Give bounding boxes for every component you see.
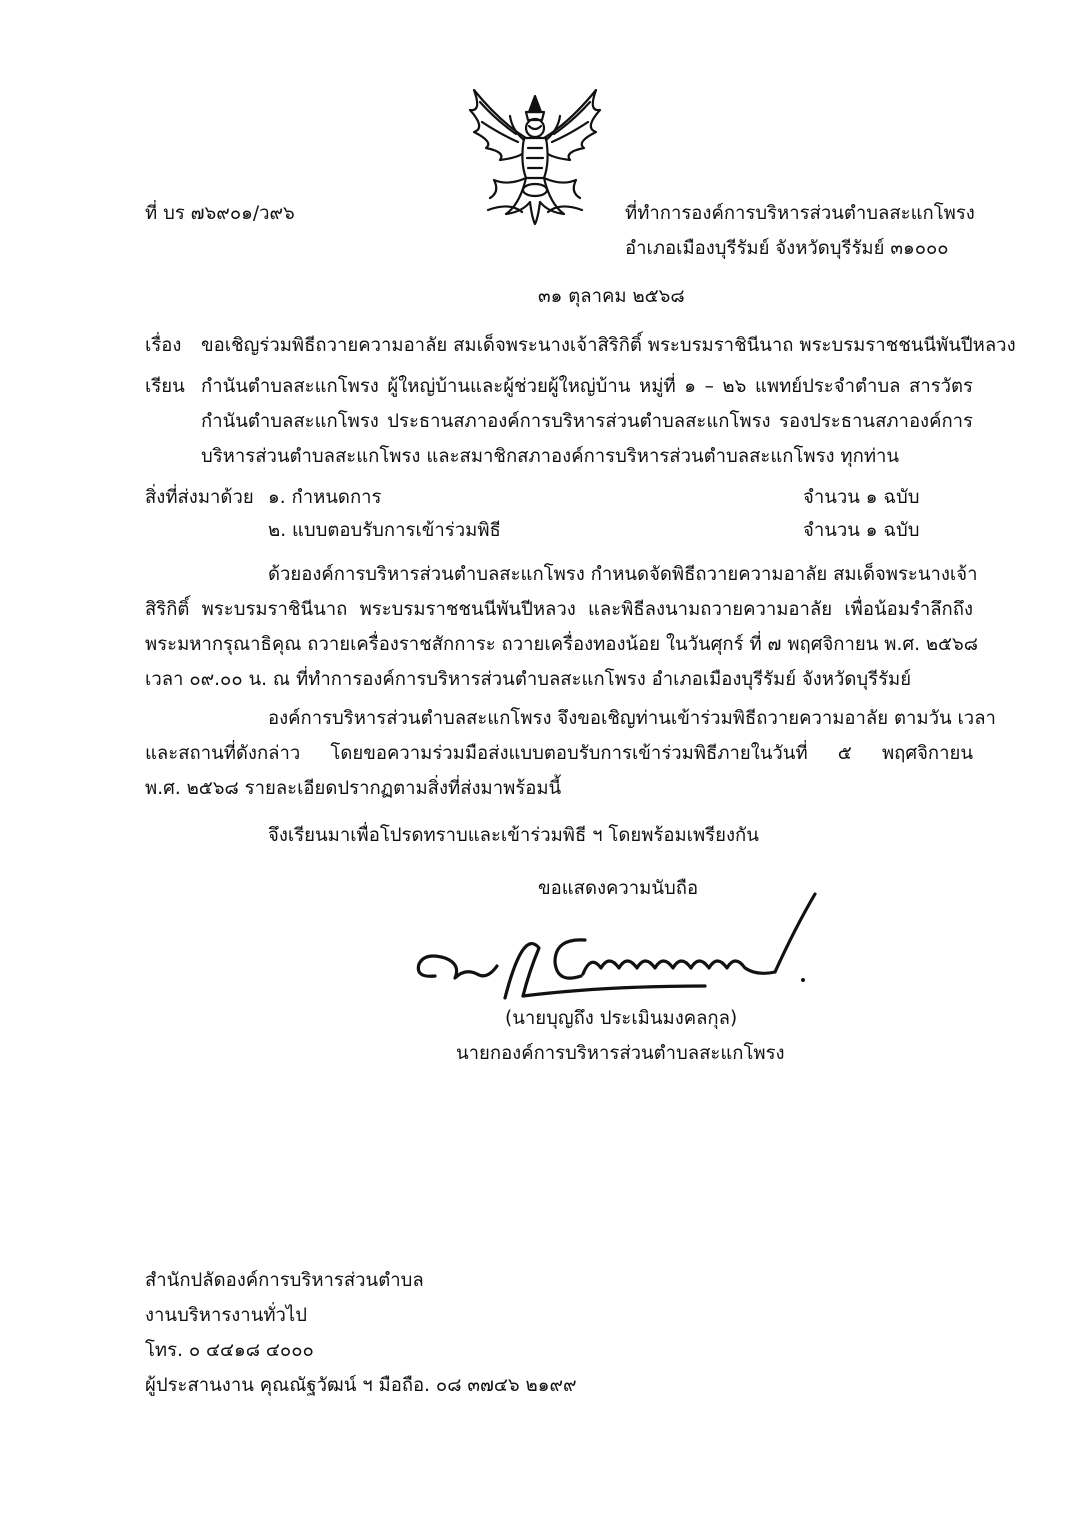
subject-label: เรื่อง: [145, 335, 182, 356]
recipient-line-1: กำนันตำบลสะแกโพรง ผู้ใหญ่บ้านและผู้ช่วยผู้ใหญ่บ้าน หมู่ที่ ๑ – ๒๖ แพทย์ประจำตำบล สารวัตร: [201, 376, 973, 397]
letter-date: ๓๑ ตุลาคม ๒๕๖๘: [538, 286, 685, 307]
body-paragraph-1-line-2: สิริกิติ์ พระบรมราชินีนาถ พระบรมราชชนนีพันปีหลวง และพิธีลงนามถวายความอาลัย เพื่อน้อมรำลึกถึง: [145, 599, 973, 620]
closing-request: จึงเรียนมาเพื่อโปรดทราบและเข้าร่วมพิธี ฯ โดยพร้อมเพรียงกัน: [268, 825, 759, 846]
enclosure-item-1-qty: จำนวน ๑ ฉบับ: [803, 487, 920, 508]
subject-text: ขอเชิญร่วมพิธีถวายความอาลัย สมเด็จพระนางเจ้าสิริกิติ์ พระบรมราชินีนาถ พระบรมราชชนนีพันปีหลวง: [201, 335, 1016, 356]
closing-salutation: ขอแสดงความนับถือ: [538, 878, 699, 899]
signatory-name: (นายบุญถึง ประเมินมงคลกุล): [505, 1008, 738, 1029]
signatory-position: นายกองค์การบริหารส่วนตำบลสะแกโพรง: [456, 1043, 785, 1064]
enclosures-label: สิ่งที่ส่งมาด้วย: [145, 487, 254, 508]
body-paragraph-1-line-3: พระมหากรุณาธิคุณ ถวายเครื่องราชสักการะ ถวายเครื่องทองน้อย ในวันศุกร์ ที่ ๗ พฤศจิกายน พ.ศ. ๒๕๖๘: [145, 634, 979, 655]
garuda-emblem-icon: [460, 82, 610, 232]
enclosure-item-1-name: ๑. กำหนดการ: [268, 487, 382, 508]
footer-phone: โทร. ๐ ๔๔๑๘ ๔๐๐๐: [145, 1340, 314, 1361]
body-paragraph-2-line-3: พ.ศ. ๒๕๖๘ รายละเอียดปรากฏตามสิ่งที่ส่งมาพร้อมนี้: [145, 778, 562, 799]
body-paragraph-2-line-2: และสถานที่ดังกล่าว โดยขอความร่วมมือส่งแบบตอบรับการเข้าร่วมพิธีภายในวันที่ ๕ พฤศจิกายน: [145, 743, 973, 764]
body-paragraph-2-line-1: องค์การบริหารส่วนตำบลสะแกโพรง จึงขอเชิญท่านเข้าร่วมพิธีถวายความอาลัย ตามวัน เวลา: [268, 708, 996, 729]
office-address-line-1: ที่ทำการองค์การบริหารส่วนตำบลสะแกโพรง: [625, 203, 975, 224]
recipient-line-3: บริหารส่วนตำบลสะแกโพรง และสมาชิกสภาองค์การบริหารส่วนตำบลสะแกโพรง ทุกท่าน: [201, 446, 900, 467]
footer-section: งานบริหารงานทั่วไป: [145, 1305, 307, 1326]
recipient-label: เรียน: [145, 376, 185, 397]
footer-department: สำนักปลัดองค์การบริหารส่วนตำบล: [145, 1270, 424, 1291]
reference-number: ที่ บร ๗๖๙๐๑/ว๙๖: [145, 203, 295, 224]
enclosure-item-2-qty: จำนวน ๑ ฉบับ: [803, 520, 920, 541]
enclosure-item-2-name: ๒. แบบตอบรับการเข้าร่วมพิธี: [268, 520, 501, 541]
body-paragraph-1-line-4: เวลา ๐๙.๐๐ น. ณ ที่ทำการองค์การบริหารส่วนตำบลสะแกโพรง อำเภอเมืองบุรีรัมย์ จังหวัดบุรีรัมย์: [145, 669, 912, 690]
body-paragraph-1-line-1: ด้วยองค์การบริหารส่วนตำบลสะแกโพรง กำหนดจัดพิธีถวายความอาลัย สมเด็จพระนางเจ้า: [268, 564, 978, 585]
recipient-line-2: กำนันตำบลสะแกโพรง ประธานสภาองค์การบริหารส่วนตำบลสะแกโพรง รองประธานสภาองค์การ: [201, 411, 973, 432]
footer-coordinator: ผู้ประสานงาน คุณณัฐวัฒน์ ฯ มือถือ. ๐๘ ๓๗๔๖ ๒๑๙๙: [145, 1375, 577, 1396]
office-address-line-2: อำเภอเมืองบุรีรัมย์ จังหวัดบุรีรัมย์ ๓๑๐๐๐: [625, 238, 949, 259]
signature-image: [405, 888, 825, 1018]
